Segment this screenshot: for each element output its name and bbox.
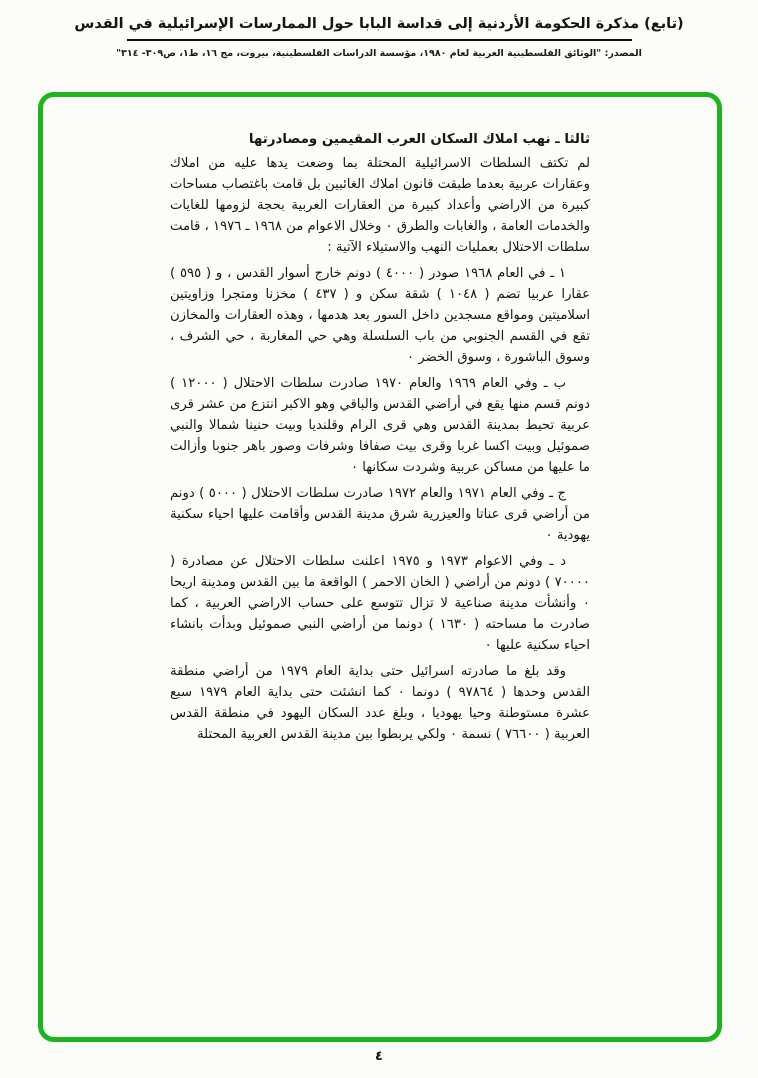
paragraph-intro: لم تكتف السلطات الاسرائيلية المحتلة بما وضعت يدها عليه من املاك وعقارات عربية بعدما طبقت قانون املاك الغائبين بل قامت باغتصاب مساحات كبيرة من الاراضي وأعداد كبيرة من العقارات العربية بحجة لزومها للغايات والخدمات العامة ، والغابات والطرق ٠ وخلال الاعوام من ١٩٦٨ ـ ١٩٧٦ ، قامت سلطات الاحتلال بعمليات النهب والاستيلاء الآتية : bbox=[170, 156, 590, 255]
section-title: ثالثا ـ نهب املاك السكان العرب المقيمين ومصادرتها bbox=[248, 132, 590, 147]
page-title: (تابع) مذكرة الحكومة الأردنية إلى قداسة البابا حول الممارسات الإسرائيلية في القدس bbox=[74, 16, 684, 32]
document-body bbox=[170, 129, 590, 745]
paragraph-summary: وقد بلغ ما صادرته اسرائيل حتى بداية العام ١٩٧٩ من أراضي منطقة القدس وحدها ( ٩٧٨٦٤ ) دونما ٠ كما انشئت حتى بداية العام ١٩٧٩ سبع عشرة مستوطنة وحيا يهوديا ، وبلغ عدد السكان اليهود في منطقة القدس العربية ( ٧٦٦٠٠ ) نسمة ٠ ولكي يربطوا بين مدينة القدس العربية المحتلة bbox=[170, 664, 590, 742]
paragraph-item-j: ج ـ وفي العام ١٩٧١ والعام ١٩٧٢ صادرت سلطات الاحتلال ( ٥٠٠٠ ) دونم من أراضي قرى عناتا والعيزرية شرق مدينة القدس وأقامت عليها احياء سكنية يهودية ٠ bbox=[170, 486, 590, 543]
source-line: المصدر: "الوثائق الفلسطينية العربية لعام ١٩٨٠، مؤسسة الدراسات الفلسطينية، بيروت، مج ١٦، ط١، ص٣٠٩- ٣١٤" bbox=[116, 48, 642, 59]
paragraph-item-b: ب ـ وفي العام ١٩٦٩ والعام ١٩٧٠ صادرت سلطات الاحتلال ( ١٢٠٠٠ ) دونم قسم منها يقع في أراضي القدس والباقي وهو الاكبر انتزع من عشر قرى عربية تحيط بمدينة القدس وهي قرى الرام وقلنديا وبيت حنينا شمالا والنبي صموئيل وبيت اكسا غربا وقرى بيت صفافا وشرفات وصور باهر جنوبا وأزالت ما عليها من مساكن عربية وشردت سكانها ٠ bbox=[170, 376, 590, 475]
header-divider bbox=[127, 39, 632, 41]
page-number: ٤ bbox=[375, 1049, 383, 1064]
paragraph-item-1: ١ ـ في العام ١٩٦٨ صودر ( ٤٠٠٠ ) دونم خارج أسوار القدس ، و ( ٥٩٥ ) عقارا عربيا تضم ( ١٠٤٨ ) شقة سكن و ( ٤٣٧ ) مخزنا ومتجرا وزاويتين اسلاميتين ومواقع مسجدين داخل السور بعد هدمها ، وهذه العقارات والمخازن تقع في القسم الجنوبي من باب السلسلة وهي حي المغاربة ، حي الشرف ، وسوق الباشورة ، وسوق الخضر ٠ bbox=[170, 266, 590, 365]
content-frame bbox=[38, 92, 722, 1042]
document-header bbox=[0, 16, 758, 59]
paragraph-item-d: د ـ وفي الاعوام ١٩٧٣ و ١٩٧٥ اعلنت سلطات الاحتلال عن مصادرة ( ٧٠٠٠٠ ) دونم من أراضي ( الخان الاحمر ) الواقعة ما بين القدس ومدينة اريحا ٠ وأنشأت مدينة صناعية لا تزال تتوسع على حساب الاراضي العربية ، كما صادرت ما مساحته ( ١٦٣٠ ) دونما من أراضي النبي صموئيل وبدأت بانشاء احياء سكنية عليها ٠ bbox=[170, 554, 590, 653]
